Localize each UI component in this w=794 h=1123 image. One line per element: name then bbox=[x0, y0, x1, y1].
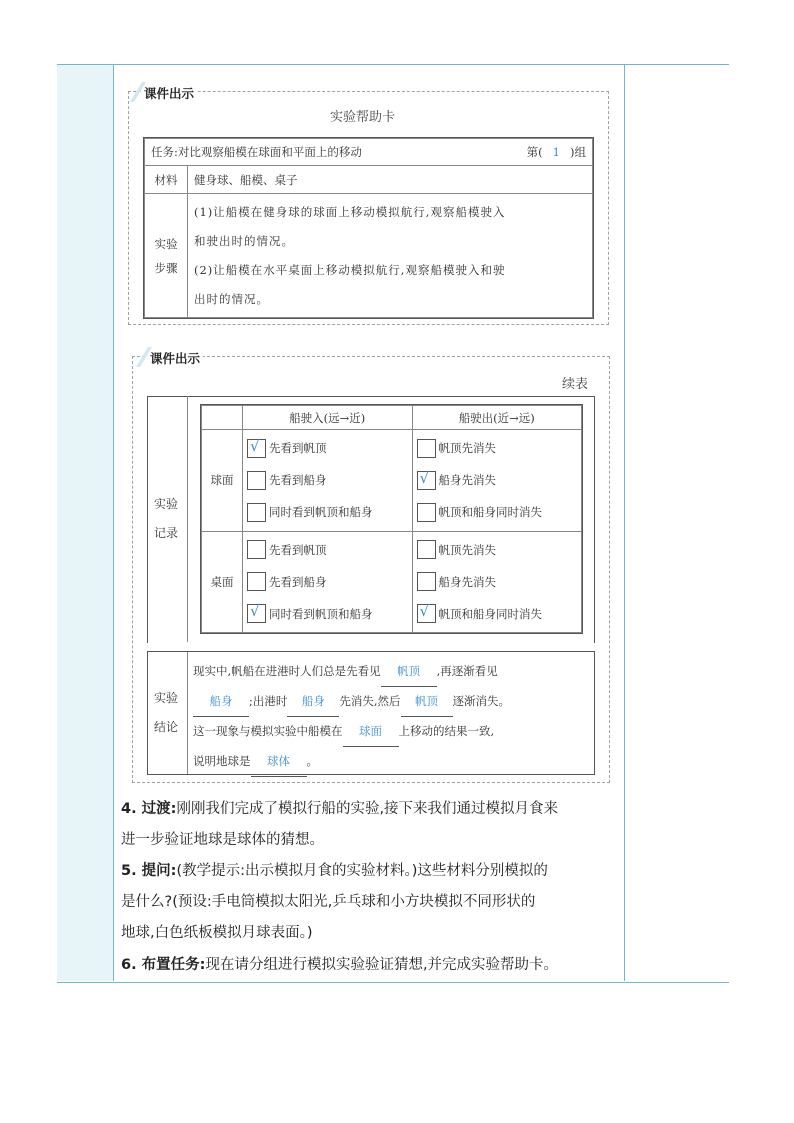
group-number: 第( 1 )组 bbox=[526, 145, 586, 159]
tag-slash-icon bbox=[128, 82, 146, 102]
check-mark-icon: √ bbox=[250, 436, 260, 455]
record-table bbox=[200, 404, 583, 634]
option-item: 船身先消失 bbox=[417, 566, 578, 598]
checkbox bbox=[417, 540, 436, 559]
checkbox bbox=[247, 604, 266, 623]
task-label: 任务:对比观察船模在球面和平面上的移动 bbox=[151, 145, 362, 159]
materials-label: 材料 bbox=[145, 166, 188, 194]
option-item: √ 同时看到帆顶和船身 bbox=[247, 598, 408, 630]
option-item: √ 先看到帆顶 bbox=[247, 432, 408, 464]
checkbox bbox=[247, 540, 266, 559]
step-4-transition: 4. 过渡:刚刚我们完成了模拟行船的实验,接下来我们通过模拟月食来 进一步验证地球是球体的猜想。 bbox=[121, 801, 559, 848]
group-value: 1 bbox=[552, 145, 560, 159]
option-item: 先看到船身 bbox=[247, 566, 408, 598]
row-label-sphere: 球面 bbox=[202, 430, 243, 532]
checkbox bbox=[247, 503, 266, 522]
conclusion-label: 实验 结论 bbox=[154, 691, 179, 734]
step-2-line-1: (2)让船模在水平桌面上移动模拟航行,观察船模驶入和驶 bbox=[194, 262, 506, 277]
step-1-line-2: 和驶出时的情况。 bbox=[194, 233, 294, 248]
check-mark-icon: √ bbox=[419, 602, 430, 621]
option-item: √ 船身先消失 bbox=[417, 464, 578, 496]
record-label: 实验 记录 bbox=[154, 497, 179, 540]
step-2-line-2: 出时的情况。 bbox=[194, 291, 269, 306]
step-1-line-1: (1)让船模在健身球的球面上移动模拟航行,观察船模驶入 bbox=[194, 204, 506, 219]
option-item: 同时看到帆顶和船身 bbox=[247, 496, 408, 528]
check-mark-icon: √ bbox=[250, 602, 260, 621]
task-row bbox=[145, 139, 593, 166]
option-item: 帆顶先消失 bbox=[417, 534, 578, 566]
step-5-question: 5. 提问:(教学提示:出示模拟月食的实验材料。)这些材料分别模拟的 是什么?(预设:手电筒模拟太阳光,乒乓球和小方块模拟不同形状的 地球,白色纸板模拟月球表面。) bbox=[121, 863, 548, 941]
answer-blank: 船身 bbox=[193, 687, 249, 717]
tag-slash-icon bbox=[134, 347, 152, 367]
check-mark-icon: √ bbox=[419, 468, 430, 487]
steps-label: 实验 步骤 bbox=[145, 194, 188, 318]
answer-blank: 球面 bbox=[343, 717, 399, 747]
courseware-tag-1 bbox=[141, 84, 197, 102]
courseware-tag-2 bbox=[147, 349, 203, 367]
courseware-tag-label: 课件出示 bbox=[150, 351, 201, 366]
option-item: 先看到船身 bbox=[247, 464, 408, 496]
option-item: 先看到帆顶 bbox=[247, 534, 408, 566]
checkbox bbox=[417, 439, 436, 458]
checkbox bbox=[417, 468, 436, 490]
conclusion-card bbox=[147, 651, 595, 775]
checkbox bbox=[247, 471, 266, 490]
option-item: √ 帆顶和船身同时消失 bbox=[417, 598, 578, 630]
checkbox bbox=[247, 572, 266, 591]
option-item: 帆顶和船身同时消失 bbox=[417, 496, 578, 528]
step-6-assign-task: 6. 布置任务:现在请分组进行模拟实验验证猜想,并完成实验帮助卡。 bbox=[121, 957, 559, 973]
card-title: 实验帮助卡 bbox=[330, 110, 396, 125]
conclusion-text: 现实中,帆船在进港时人们总是先看见 帆顶 ,再逐渐看见 船身 ;出港时 船身 先消失,然后 帆顶 逐渐消失。 这一现象与模拟实验中船模在 球面 上移动的结果一致, 说明地球是 球体 。 bbox=[193, 657, 591, 777]
row-label-table: 桌面 bbox=[202, 531, 243, 633]
option-item: 帆顶先消失 bbox=[417, 432, 578, 464]
courseware-tag-label: 课件出示 bbox=[144, 86, 195, 101]
answer-blank: 船身 bbox=[287, 687, 339, 717]
column-header-out: 船驶出(近→远) bbox=[412, 406, 582, 430]
continued-label: 续表 bbox=[562, 377, 589, 392]
answer-blank: 帆顶 bbox=[401, 687, 453, 717]
checkbox bbox=[417, 572, 436, 591]
help-card bbox=[143, 137, 594, 319]
materials-value: 健身球、船模、桌子 bbox=[188, 166, 593, 194]
right-column-divider bbox=[624, 64, 625, 981]
answer-blank: 帆顶 bbox=[381, 657, 437, 687]
checkbox bbox=[247, 436, 266, 458]
checkbox bbox=[417, 604, 436, 623]
answer-blank: 球体 bbox=[251, 747, 307, 777]
steps-content bbox=[188, 194, 593, 318]
checkbox bbox=[417, 503, 436, 522]
column-header-in: 船驶入(远→近) bbox=[243, 406, 413, 430]
